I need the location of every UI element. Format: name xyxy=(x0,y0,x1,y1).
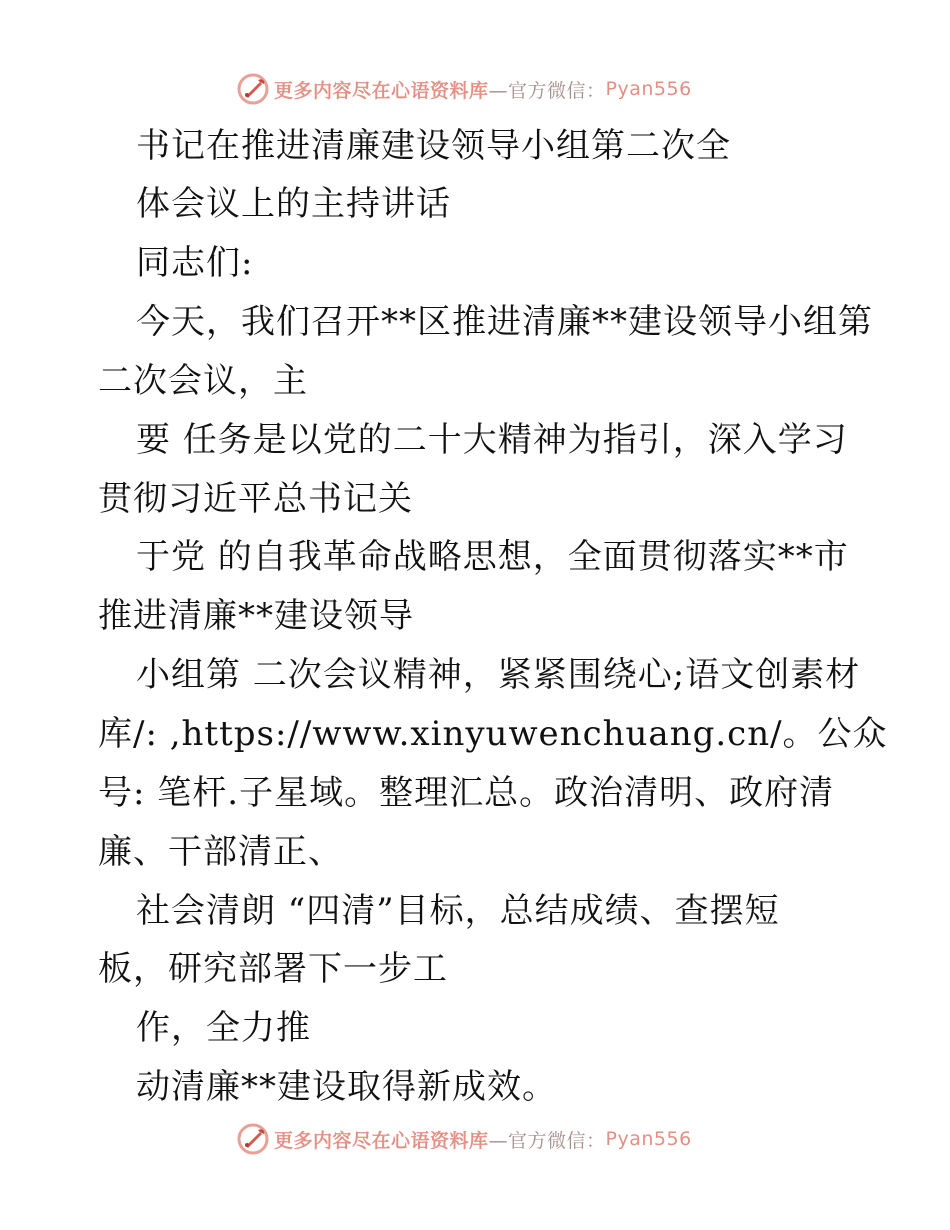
title-line-2: 体会议上的主持讲话 xyxy=(136,184,451,224)
paragraph-line-13: 作，全力推 xyxy=(136,1008,311,1048)
paragraph-line-3: 要 任务是以党的二十大精神为指引，深入学习 xyxy=(136,420,848,460)
paragraph-line-12: 板，研究部署下一步工 xyxy=(98,949,448,989)
paragraph-line-5: 于党 的自我革命战略思想，全面贯彻落实**市 xyxy=(136,537,849,577)
paragraph-line-14: 动清廉**建设取得新成效。 xyxy=(136,1067,557,1107)
paragraph-line-11: 社会清朗 “四清”目标，总结成绩、查摆短 xyxy=(136,891,780,931)
paragraph-line-8: 库/: ,https://www.xinyuwenchuang.cn/。公众 xyxy=(98,714,888,754)
quill-logo-icon xyxy=(236,1122,270,1156)
watermark-sub-text: —官方微信： xyxy=(488,1129,606,1152)
paragraph-line-6: 推进清廉**建设领导 xyxy=(98,596,414,636)
title-line-1: 书记在推进清廉建设领导小组第二次全 xyxy=(136,126,731,166)
watermark-main-text: 更多内容尽在心语资料库 xyxy=(274,1129,489,1152)
paragraph-line-1: 今天，我们召开**区推进清廉**建设领导小组第 xyxy=(136,302,873,342)
watermark-wechat-id: Pyan556 xyxy=(605,78,692,100)
watermark-main-text: 更多内容尽在心语资料库 xyxy=(274,79,489,102)
paragraph-line-4: 贯彻习近平总书记关 xyxy=(98,479,413,519)
paragraph-line-10: 廉、干部清正、 xyxy=(98,832,343,872)
watermark-sub-text: —官方微信： xyxy=(488,79,606,102)
footer-watermark xyxy=(236,1122,692,1156)
paragraph-line-2: 二次会议，主 xyxy=(98,361,308,401)
paragraph-line-7: 小组第 二次会议精神，紧紧围绕心;语文创素材 xyxy=(136,655,861,695)
watermark-wechat-id: Pyan556 xyxy=(605,1128,692,1150)
salutation-line: 同志们: xyxy=(136,243,254,283)
paragraph-line-9: 号: 笔杆.子星域。整理汇总。政治清明、政府清 xyxy=(98,773,835,813)
